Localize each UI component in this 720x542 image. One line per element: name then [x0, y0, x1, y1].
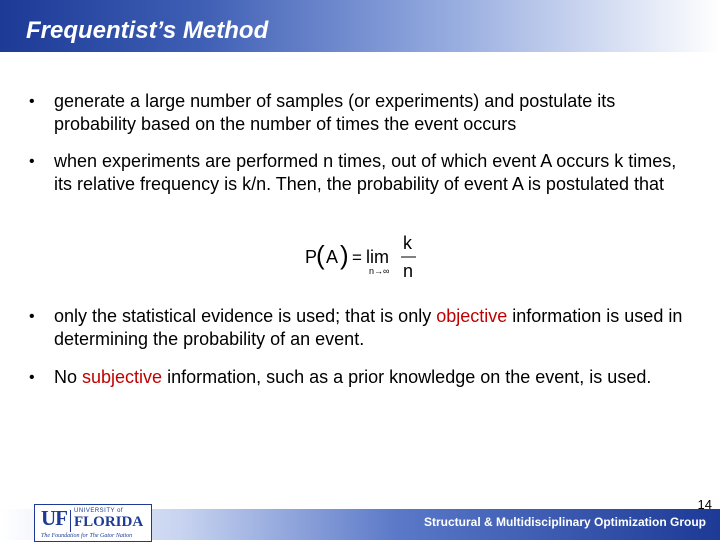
bullet-text: generate a large number of samples (or experiments) and postulate its probability based on the number of times the event occurs: [54, 91, 616, 134]
formula-lim-sub: n→∞: [369, 266, 390, 276]
bullet-text-before: No: [54, 367, 83, 387]
bullet-item: [29, 150, 694, 196]
formula-close-paren: ): [340, 240, 349, 270]
logo-divider: [70, 510, 71, 532]
bullet-item: [29, 90, 694, 136]
formula-equals: =: [352, 248, 362, 267]
logo-tagline: The Foundation for The Gator Nation: [41, 533, 133, 539]
logo-florida: FLORIDA: [74, 514, 144, 530]
bullet-marker: •: [29, 369, 35, 386]
formula-p: P: [305, 247, 318, 267]
logo-university-of: UNIVERSITY of: [74, 508, 124, 514]
bullet-item: [29, 366, 694, 389]
formula-lim: lim: [366, 247, 389, 267]
bullet-text: when experiments are performed n times, out of which event A occurs k times, its relative frequency is k/n. Then, the probability of event A is postulated that: [54, 151, 677, 194]
formula-open-paren: (: [316, 240, 325, 270]
bullet-text-before: only the statistical evidence is used; that is only: [54, 306, 437, 326]
bullet-marker: •: [29, 153, 35, 170]
formula-numerator: k: [403, 233, 412, 253]
probability-formula: [302, 233, 422, 283]
highlight-objective: objective: [436, 306, 508, 326]
formula-arg: A: [326, 247, 339, 267]
formula-denominator: n: [403, 261, 414, 281]
page-number: 14: [697, 497, 712, 512]
bullet-text-after: information, such as a prior knowledge on the event, is used.: [162, 367, 652, 387]
bullet-item: [29, 305, 694, 351]
bullet-marker: •: [29, 93, 35, 110]
bullet-marker: •: [29, 308, 35, 325]
uf-logo: [34, 504, 152, 542]
highlight-subjective: subjective: [82, 367, 163, 387]
footer-group-name: Structural & Multidisciplinary Optimization Group: [423, 515, 706, 529]
formula-svg: [302, 233, 422, 283]
logo-uf-mark: UF: [41, 506, 67, 530]
slide-title: Frequentist’s Method: [26, 17, 269, 44]
bullet-text-after: information is used in determining the probability of an event.: [54, 306, 683, 349]
